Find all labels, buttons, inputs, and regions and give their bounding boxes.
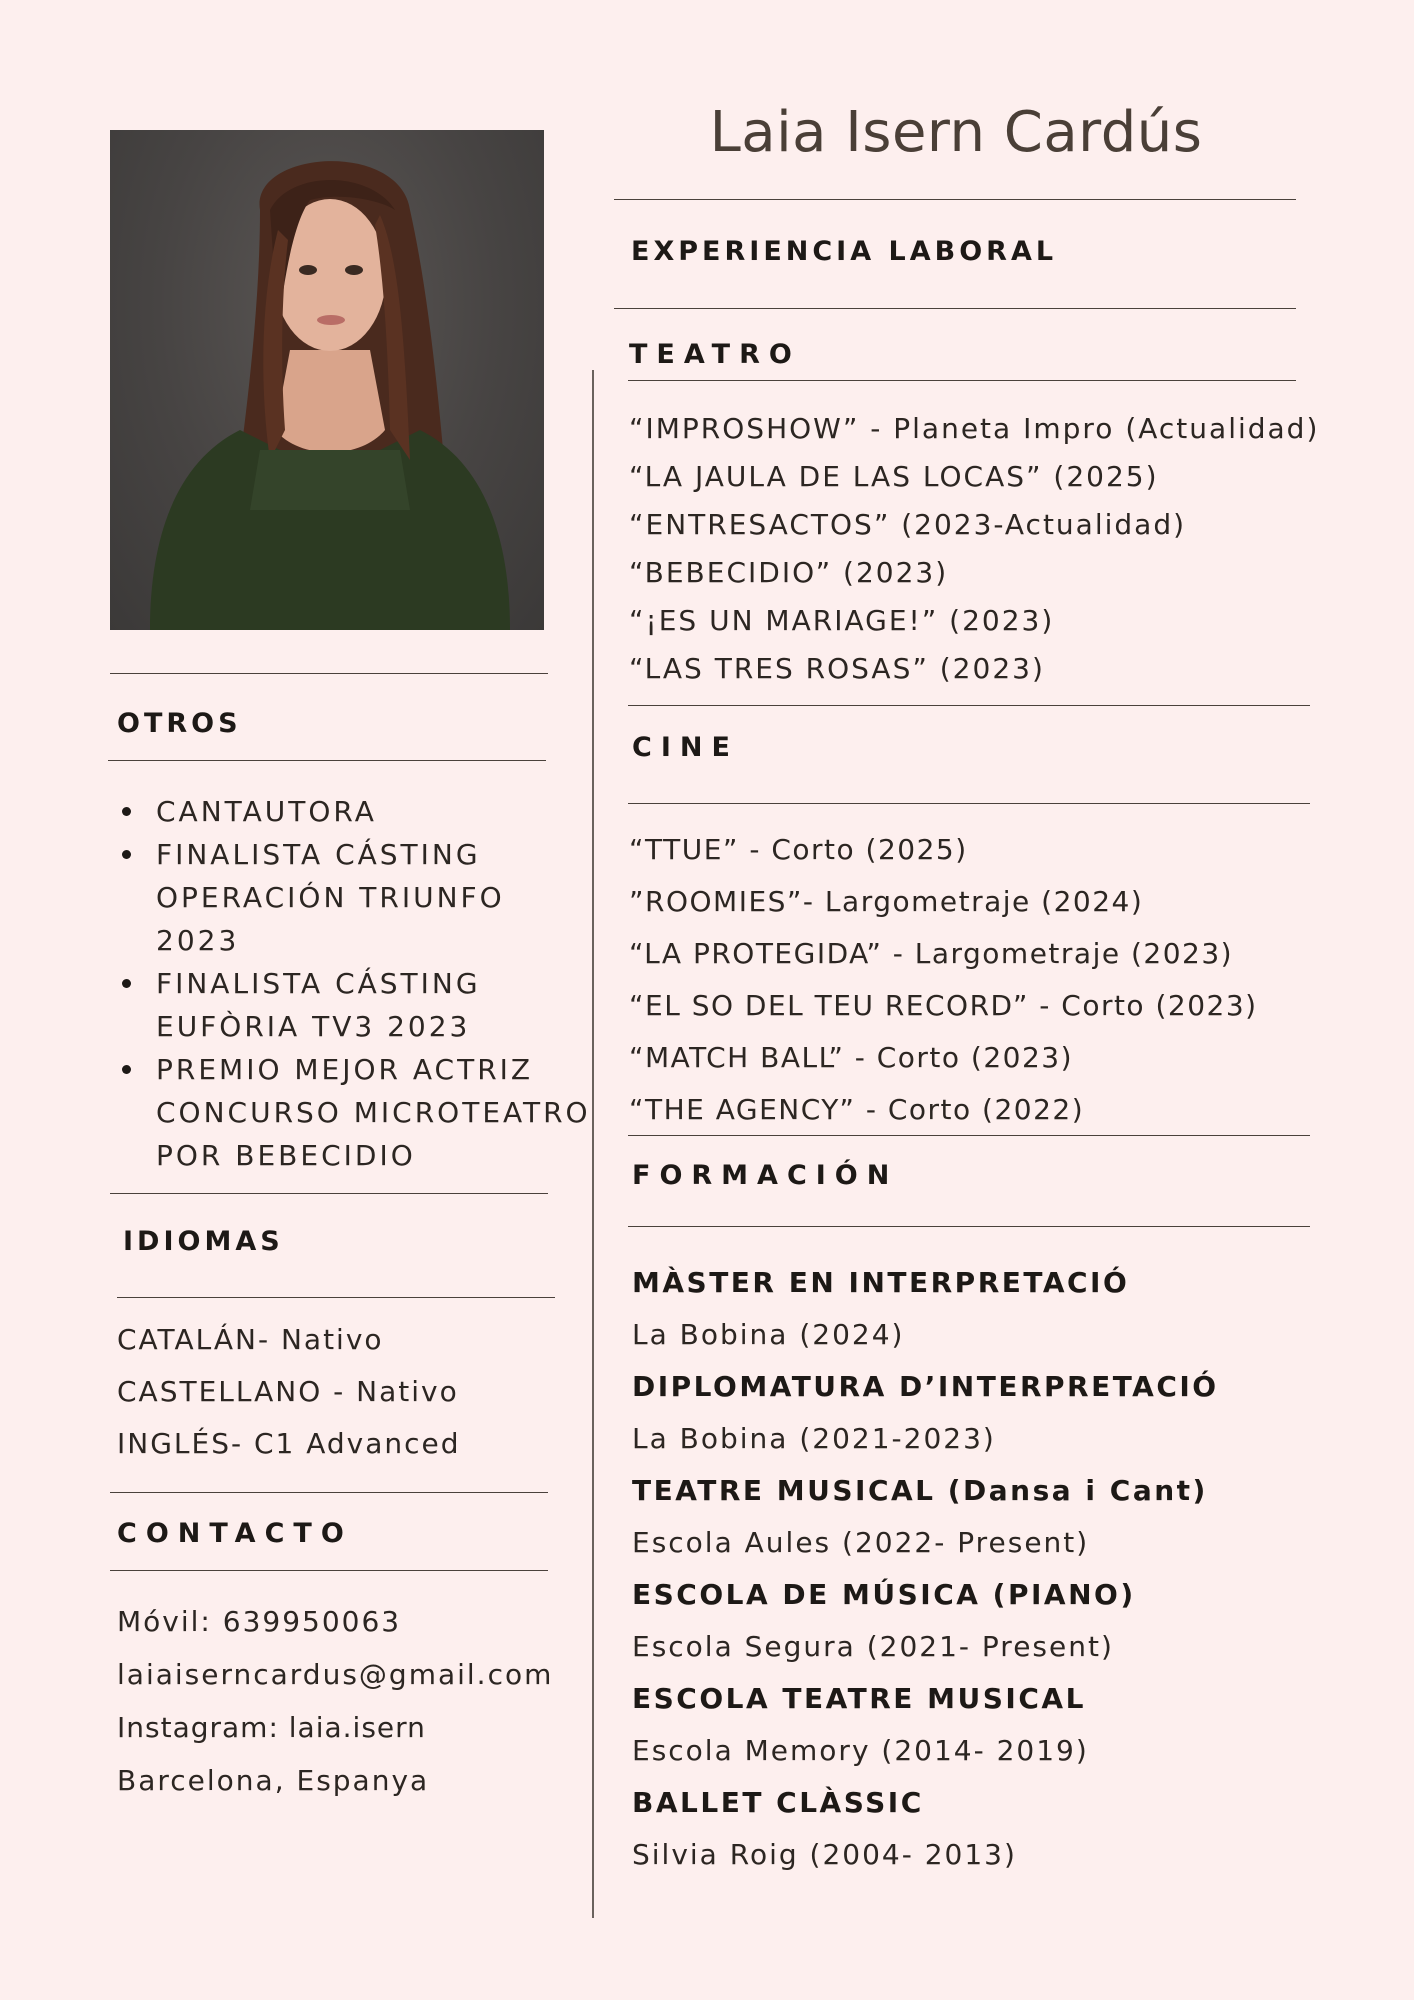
divider	[628, 380, 1296, 381]
course-title: TEATRE MUSICAL (Dansa i Cant)	[632, 1474, 1208, 1507]
list-item: “IMPROSHOW” - Planeta Impro (Actualidad)	[629, 412, 1320, 445]
contact-list	[117, 1595, 553, 1807]
course-title: BALLET CLÀSSIC	[632, 1786, 924, 1819]
list-item: “EL SO DEL TEU RECORD” - Corto (2023)	[629, 989, 1258, 1022]
bullet-icon	[122, 807, 131, 816]
divider	[628, 705, 1310, 706]
list-item: “¡ES UN MARIAGE!” (2023)	[629, 604, 1055, 637]
list-item: “LA PROTEGIDA” - Largometraje (2023)	[629, 937, 1234, 970]
course-title: DIPLOMATURA D’INTERPRETACIÓ	[632, 1370, 1219, 1403]
divider	[614, 199, 1296, 200]
list-item: INGLÉS- C1 Advanced	[117, 1427, 461, 1460]
otros-list	[118, 790, 598, 1177]
list-item: “ENTRESACTOS” (2023-Actualidad)	[629, 508, 1187, 541]
profile-photo	[110, 130, 544, 630]
teatro-list	[629, 405, 1319, 693]
divider	[628, 1135, 1310, 1136]
divider	[110, 1570, 548, 1571]
contact-email[interactable]: laiaiserncardus@gmail.com	[117, 1658, 554, 1691]
list-item: “TTUE” - Corto (2025)	[629, 833, 968, 866]
list-item: CASTELLANO - Nativo	[117, 1375, 459, 1408]
contact-location: Barcelona, Espanya	[117, 1764, 430, 1797]
person-name: Laia Isern Cardús	[709, 100, 1203, 165]
course-title: MÀSTER EN INTERPRETACIÓ	[632, 1266, 1130, 1299]
contacto-title: CONTACTO	[117, 1518, 353, 1549]
list-item: CANTAUTORA	[118, 790, 598, 833]
course-detail: Escola Aules (2022- Present)	[632, 1526, 1090, 1559]
list-item: “BEBECIDIO” (2023)	[629, 556, 949, 589]
list-item: “THE AGENCY” - Corto (2022)	[629, 1093, 1085, 1126]
course-title: ESCOLA DE MÚSICA (PIANO)	[632, 1578, 1136, 1611]
list-item: “MATCH BALL” - Corto (2023)	[629, 1041, 1074, 1074]
course-detail: Escola Memory (2014- 2019)	[632, 1734, 1089, 1767]
contact-phone: Móvil: 639950063	[117, 1605, 402, 1638]
otros-title: OTROS	[117, 708, 242, 739]
cine-title: CINE	[632, 732, 739, 763]
bullet-icon	[122, 979, 131, 988]
list-item: “LAS TRES ROSAS” (2023)	[629, 652, 1045, 685]
bullet-icon	[122, 1065, 131, 1074]
divider	[628, 803, 1310, 804]
list-item: FINALISTA CÁSTING OPERACIÓN TRIUNFO 2023	[118, 833, 598, 962]
list-item: ”ROOMIES”- Largometraje (2024)	[629, 885, 1144, 918]
list-item: CATALÁN- Nativo	[117, 1323, 384, 1356]
list-item: PREMIO MEJOR ACTRIZ CONCURSO MICROTEATRO POR BEBECIDIO	[118, 1048, 598, 1177]
teatro-title: TEATRO	[629, 339, 801, 370]
divider	[110, 673, 548, 674]
idiomas-title: IDIOMAS	[123, 1226, 284, 1257]
divider	[110, 1193, 548, 1194]
idiomas-list	[117, 1314, 461, 1470]
list-item: “LA JAULA DE LAS LOCAS” (2025)	[629, 460, 1159, 493]
course-detail: La Bobina (2021-2023)	[632, 1422, 996, 1455]
experience-title: EXPERIENCIA LABORAL	[631, 236, 1058, 267]
divider	[108, 760, 546, 761]
course-title: ESCOLA TEATRE MUSICAL	[632, 1682, 1086, 1715]
course-detail: La Bobina (2024)	[632, 1318, 905, 1351]
divider	[110, 1492, 548, 1493]
divider	[614, 308, 1296, 309]
course-detail: Escola Segura (2021- Present)	[632, 1630, 1114, 1663]
course-detail: Silvia Roig (2004- 2013)	[632, 1838, 1017, 1871]
divider	[117, 1297, 555, 1298]
formacion-title: FORMACIÓN	[632, 1160, 899, 1191]
cine-list	[629, 824, 1258, 1136]
list-item: FINALISTA CÁSTING EUFÒRIA TV3 2023	[118, 962, 598, 1048]
divider	[628, 1226, 1310, 1227]
bullet-icon	[122, 850, 131, 859]
formacion-list	[632, 1257, 1219, 1881]
contact-instagram: Instagram: laia.isern	[117, 1711, 426, 1744]
